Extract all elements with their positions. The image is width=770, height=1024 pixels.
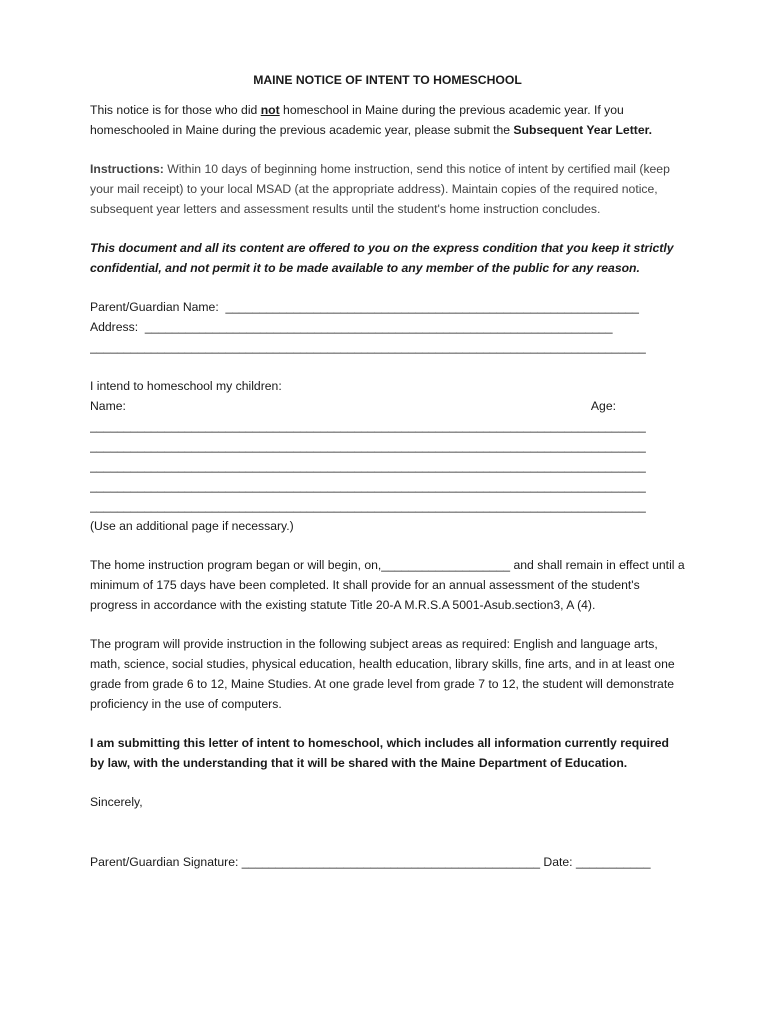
child-entry-line[interactable]: __________________________________________________________________________________ xyxy=(90,459,646,473)
address-field[interactable] xyxy=(90,317,685,337)
address-label: Address: xyxy=(90,320,139,334)
children-header xyxy=(90,396,616,416)
closing: Sincerely, xyxy=(90,795,143,809)
document-title: MAINE NOTICE OF INTENT TO HOMESCHOOL xyxy=(253,73,522,87)
intro-not: not xyxy=(260,103,280,117)
child-entry-line[interactable]: __________________________________________________________________________________ xyxy=(90,419,646,433)
address-line-2[interactable]: __________________________________________________________________________________ xyxy=(90,340,646,354)
instructions-paragraph xyxy=(90,159,685,219)
document-page xyxy=(90,70,685,872)
child-entry-line[interactable]: __________________________________________________________________________________ xyxy=(90,439,646,453)
signature-line: ____________________________________________ xyxy=(241,855,541,869)
date-label: Date: xyxy=(543,855,573,869)
confidential-notice: This document and all its content are offered to you on the express condition that you keep it strictly confidential, and not permit it to be made available to any member of the public for any reason. xyxy=(90,241,674,275)
subjects-paragraph: The program will provide instruction in the following subject areas as required: English and language arts, math, science, social studies, physical education, health education, library skills, fine arts, and in at least one grade from grade 6 to 12, Maine Studies. At one grade level from grade 7 to 12, the student will demonstrate proficiency in the use of computers. xyxy=(90,637,675,711)
child-name-label: Name: xyxy=(90,399,126,413)
address-line: _____________________________________________________________________ xyxy=(144,320,613,334)
signature-row[interactable] xyxy=(90,852,685,872)
parent-name-label: Parent/Guardian Name: xyxy=(90,300,219,314)
intro-text-1: This notice is for those who did xyxy=(90,103,261,117)
instructions-text: Within 10 days of beginning home instruction, send this notice of intent by certified mail (keep your mail receipt) to your local MSAD (at the appropriate address). Maintain copies of the required notice, subsequent year letters and assessment results until the student's home instruction concludes. xyxy=(90,162,670,216)
child-entry-line[interactable]: __________________________________________________________________________________ xyxy=(90,499,646,513)
additional-page-note: (Use an additional page if necessary.) xyxy=(90,519,294,533)
signature-label: Parent/Guardian Signature: xyxy=(90,855,239,869)
child-age-label: Age: xyxy=(590,399,616,413)
submitting-statement: I am submitting this letter of intent to homeschool, which includes all information currently required by law, with the understanding that it will be shared with the Maine Department of Education. xyxy=(90,736,669,770)
parent-name-field[interactable] xyxy=(90,297,685,317)
child-entry-line[interactable]: __________________________________________________________________________________ xyxy=(90,479,646,493)
instructions-label: Instructions: xyxy=(90,162,164,176)
program-paragraph: The home instruction program began or will begin, on,___________________ and shall remain in effect until a minimum of 175 days have been completed. It shall provide for an annual assessment of the student's progress in accordance with the existing statute Title 20-A M.R.S.A 5001-Asub.section3, A (4). xyxy=(90,558,685,612)
children-intro: I intend to homeschool my children: xyxy=(90,379,282,393)
intro-text-2: homeschool in Maine during the previous academic year. If you homeschooled in Maine during the previous academic year, please submit the xyxy=(90,103,624,137)
parent-name-line: _____________________________________________________________ xyxy=(225,300,639,314)
subsequent-year-letter: Subsequent Year Letter. xyxy=(513,123,653,137)
date-line: ___________ xyxy=(575,855,651,869)
intro-paragraph xyxy=(90,100,685,140)
